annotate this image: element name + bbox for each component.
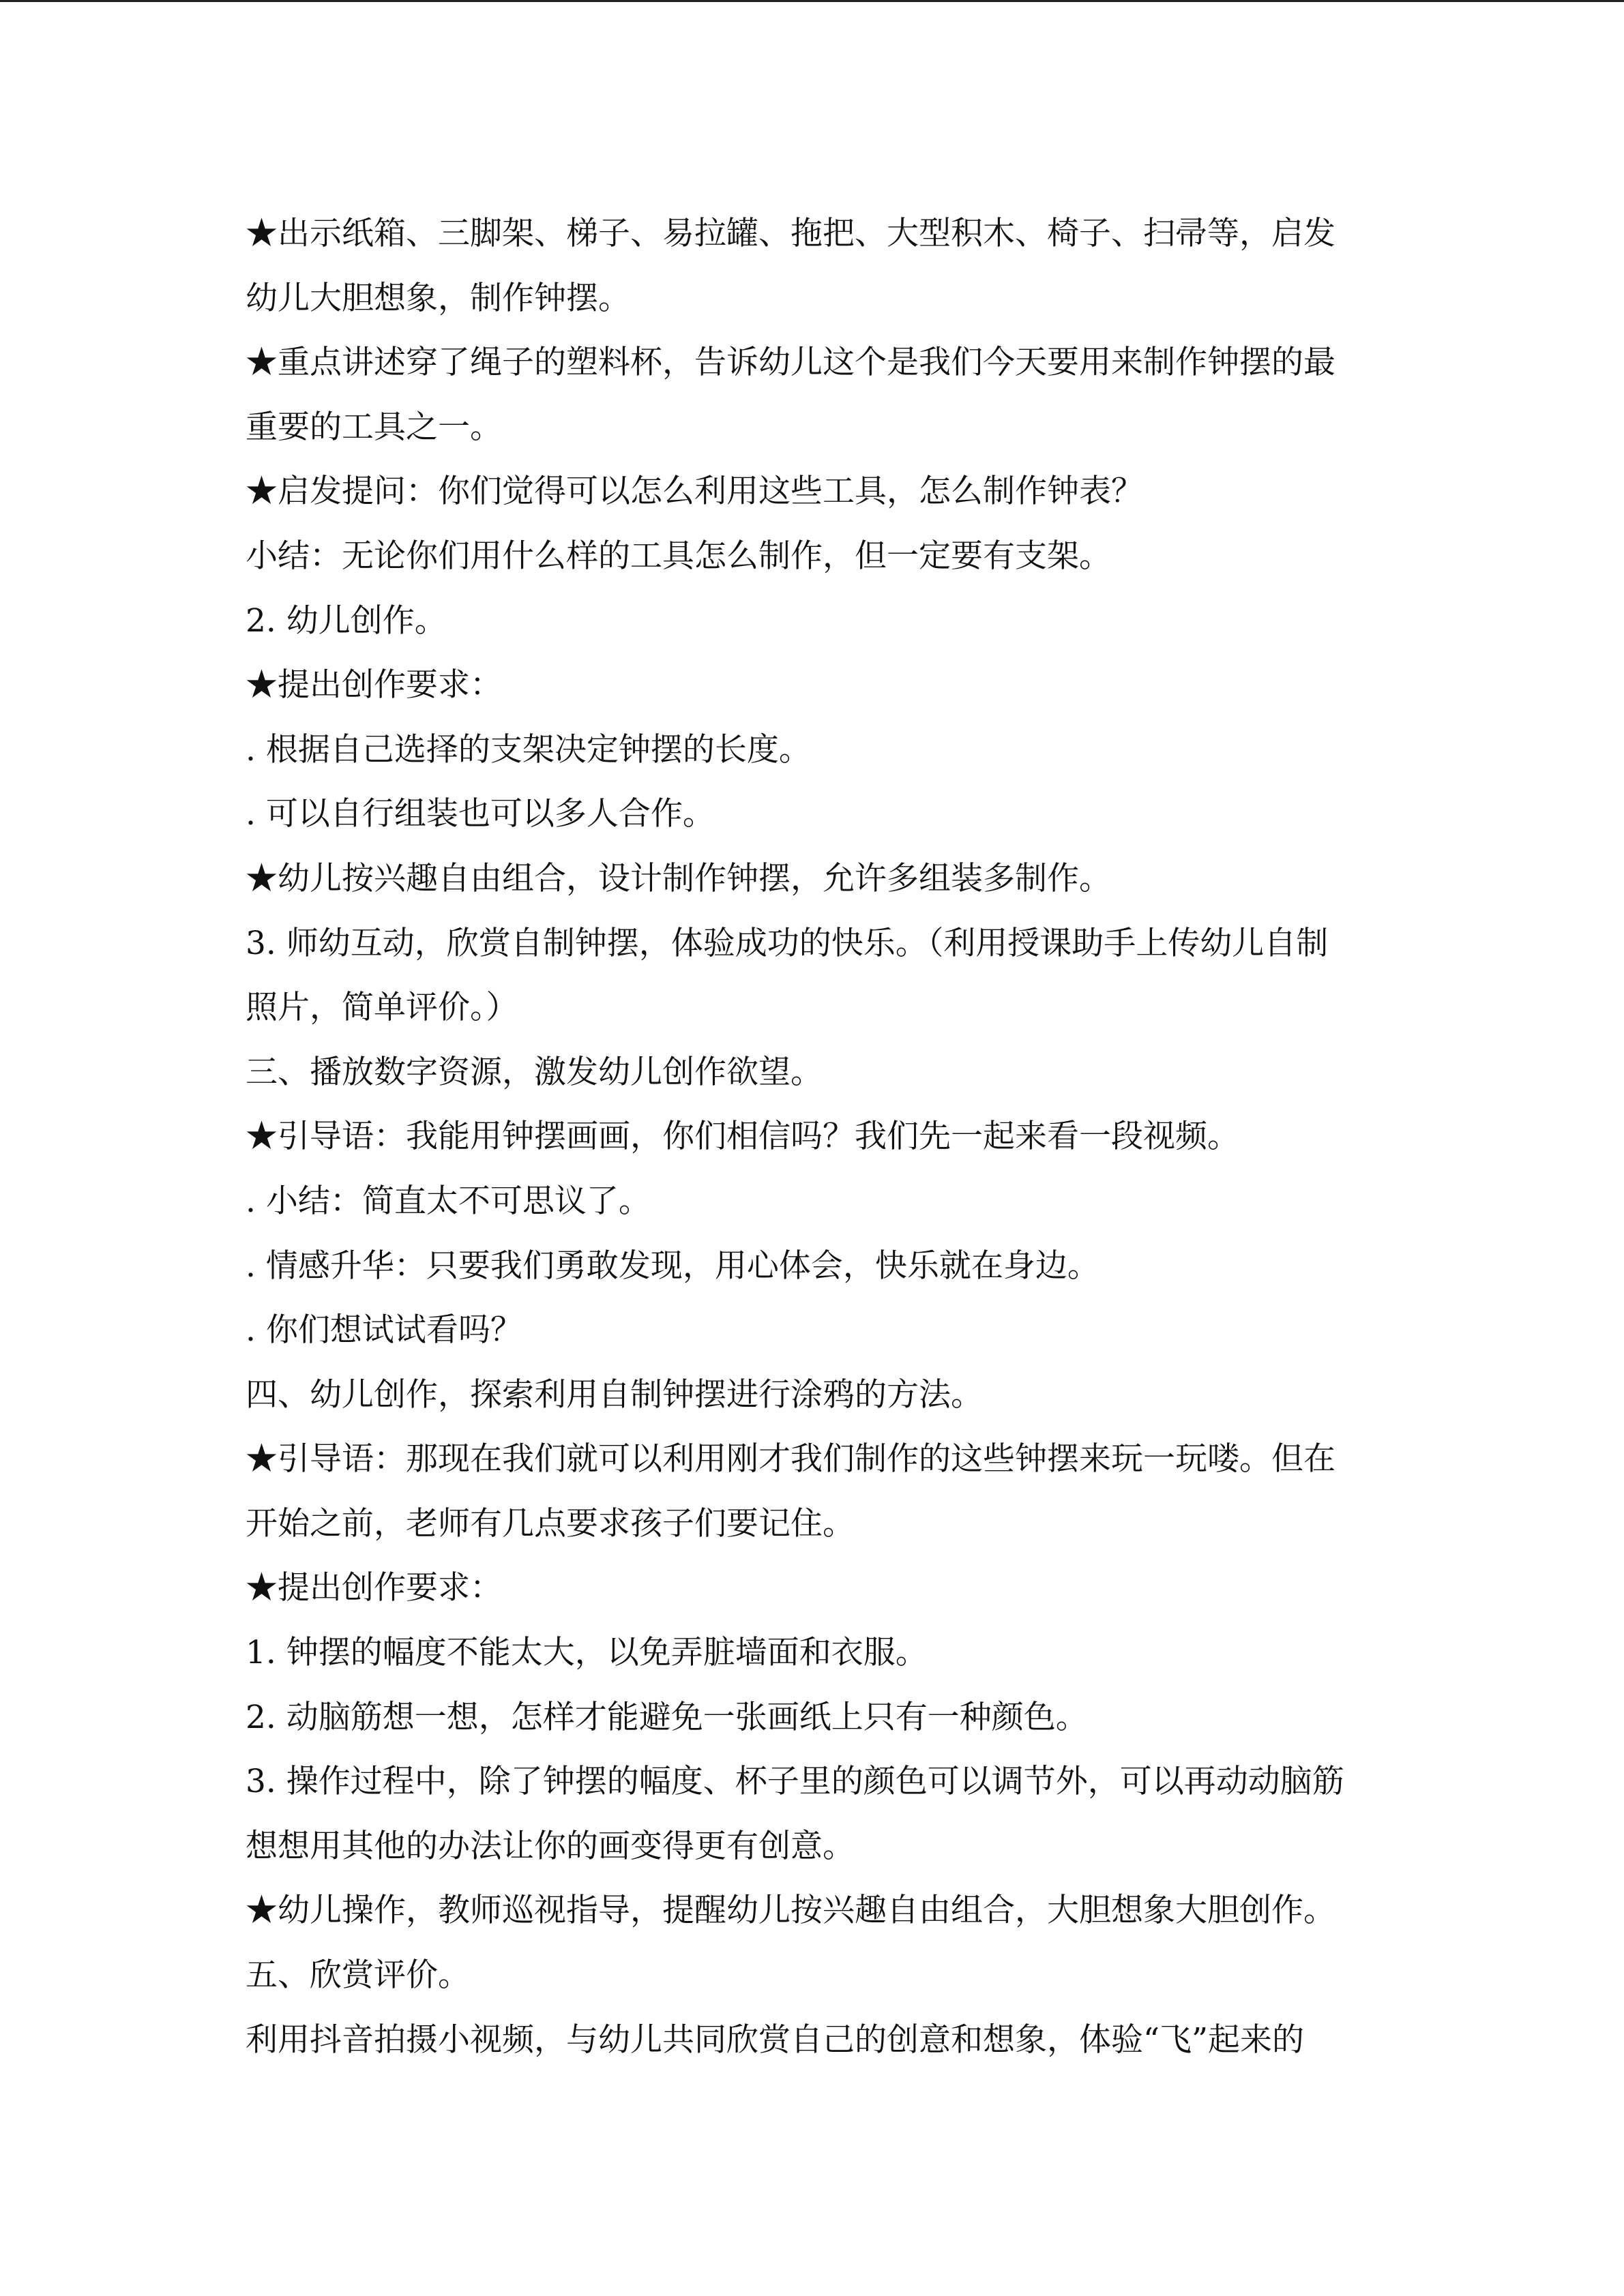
text-line: 1. 钟摆的幅度不能太大，以免弄脏墙面和衣服。 bbox=[246, 1634, 928, 1672]
text-line: . 你们想试试看吗？ bbox=[246, 1311, 522, 1350]
text-line: . 根据自己选择的支架决定钟摆的长度。 bbox=[246, 730, 811, 769]
text-line: 三、播放数字资源，激发幼儿创作欲望。 bbox=[246, 1053, 823, 1091]
text-line: ★启发提问：你们觉得可以怎么利用这些工具，怎么制作钟表？ bbox=[246, 473, 1143, 511]
text-line: 3. 操作过程中，除了钟摆的幅度、杯子里的颜色可以调节外，可以再动动脑筋 bbox=[246, 1763, 1344, 1801]
text-line: . 可以自行组装也可以多人合作。 bbox=[246, 795, 715, 833]
text-line: 利用抖音拍摄小视频，与幼儿共同欣赏自己的创意和想象，体验“飞”起来的 bbox=[246, 2021, 1305, 2059]
text-line: ★幼儿按兴趣自由组合，设计制作钟摆，允许多组装多制作。 bbox=[246, 859, 1111, 897]
text-line: 3. 师幼互动，欣赏自制钟摆，体验成功的快乐。（利用授课助手上传幼儿自制 bbox=[246, 924, 1329, 962]
text-line: . 情感升华：只要我们勇敢发现，用心体会，快乐就在身边。 bbox=[246, 1247, 1099, 1285]
text-line: ★幼儿操作，教师巡视指导，提醒幼儿按兴趣自由组合，大胆想象大胆创作。 bbox=[246, 1892, 1335, 1930]
text-line: ★提出创作要求： bbox=[246, 666, 502, 704]
text-line: ★重点讲述穿了绳子的塑料杯，告诉幼儿这个是我们今天要用来制作钟摆的最 bbox=[246, 344, 1335, 382]
text-line: 重要的工具之一。 bbox=[246, 408, 502, 446]
text-line: 照片，简单评价。） bbox=[246, 989, 518, 1027]
text-line: 小结：无论你们用什么样的工具怎么制作，但一定要有支架。 bbox=[246, 537, 1111, 575]
document-body bbox=[246, 202, 1378, 2072]
text-line: ★引导语：我能用钟摆画画，你们相信吗？我们先一起来看一段视频。 bbox=[246, 1118, 1239, 1156]
text-line: 幼儿大胆想象，制作钟摆。 bbox=[246, 279, 630, 317]
text-line: 四、幼儿创作，探索利用自制钟摆进行涂鸦的方法。 bbox=[246, 1375, 983, 1414]
text-line: ★出示纸箱、三脚架、梯子、易拉罐、拖把、大型积木、椅子、扫帚等，启发 bbox=[246, 215, 1335, 252]
page-top-border bbox=[0, 0, 1624, 2]
text-line: 想想用其他的办法让你的画变得更有创意。 bbox=[246, 1827, 855, 1865]
text-line: ★提出创作要求： bbox=[246, 1569, 502, 1607]
text-line: 五、欣赏评价。 bbox=[246, 1956, 470, 1995]
text-line: ★引导语：那现在我们就可以利用刚才我们制作的这些钟摆来玩一玩喽。但在 bbox=[246, 1440, 1335, 1478]
text-line: 开始之前，老师有几点要求孩子们要记住。 bbox=[246, 1504, 855, 1542]
text-line: 2. 动脑筋想一想，怎样才能避免一张画纸上只有一种颜色。 bbox=[246, 1698, 1088, 1736]
text-line: . 小结：简直太不可思议了。 bbox=[246, 1182, 651, 1220]
text-line: 2. 幼儿创作。 bbox=[246, 601, 447, 640]
